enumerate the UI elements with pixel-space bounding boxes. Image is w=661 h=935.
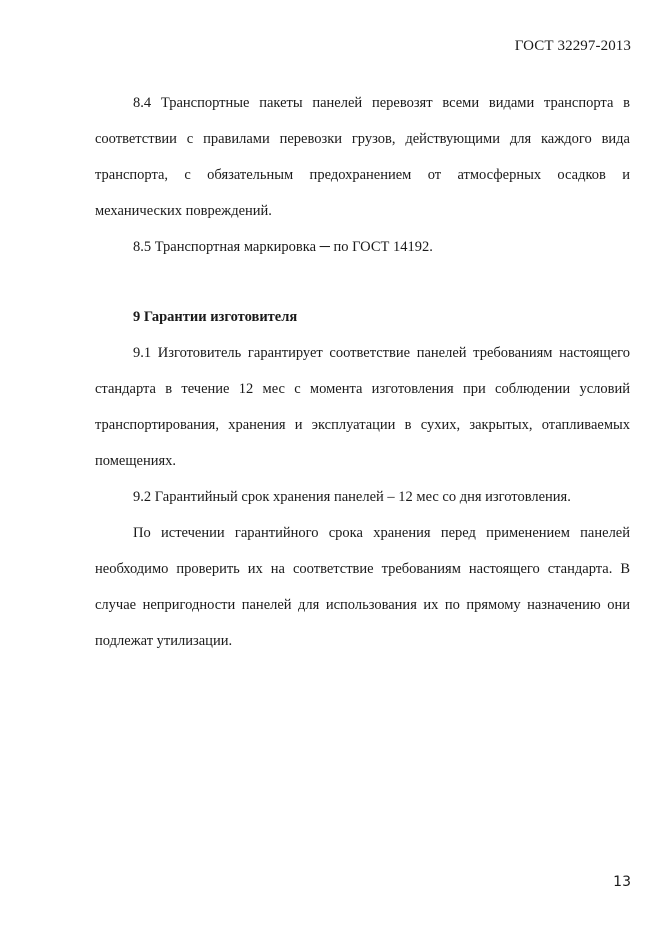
- paragraph-9-2-continuation: По истечении гарантийного срока хранения перед применением панелей необходимо проверить их на соответствие требованиям настоящего стандарта. В случае непригодности панелей для использования их по прямому назначению они подлежат утилизации.: [95, 525, 630, 649]
- paragraph-9-2: 9.2 Гарантийный срок хранения панелей – 12 мес со дня изготовления.: [133, 489, 571, 505]
- section-spacer: [95, 265, 630, 299]
- paragraph-8-4: 8.4 Транспортные пакеты панелей перевозят всеми видами транспорта в соответствии с правилами перевозки грузов, действующими для каждого вида транспорта, с обязательным предохранением от атмосферных осадков и механических повреждений.: [95, 95, 630, 219]
- page-body: [95, 85, 630, 659]
- paragraph-8-5: 8.5 Транспортная маркировка ─ по ГОСТ 14192.: [133, 239, 433, 255]
- paragraph-9-1: 9.1 Изготовитель гарантирует соответствие панелей требованиям настоящего стандарта в течение 12 мес с момента изготовления при соблюдении условий транспортирования, хранения и эксплуатации в сухих, закрытых, отапливаемых помещениях.: [95, 345, 630, 469]
- section-9-title: 9 Гарантии изготовителя: [133, 309, 298, 325]
- page-number: 13: [613, 874, 631, 890]
- document-code-header: ГОСТ 32297-2013: [514, 38, 631, 54]
